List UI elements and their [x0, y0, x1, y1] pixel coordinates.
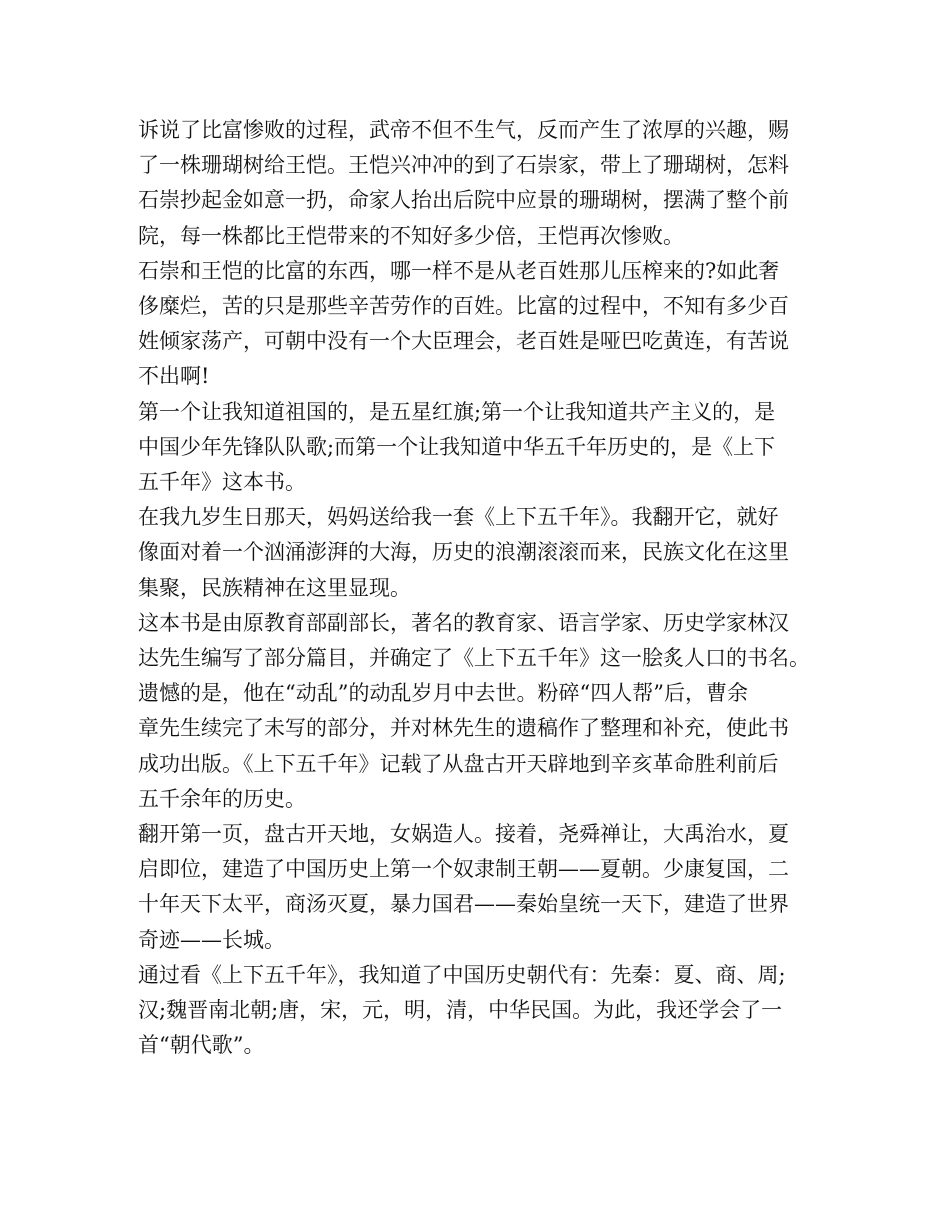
paragraph-5 [138, 606, 828, 817]
text-line: 遗憾的是，他在“动乱”的动乱岁月中去世。粉碎“四人帮”后，曹余 [138, 681, 748, 706]
text-line: 石崇和王恺的比富的东西，哪一样不是从老百姓那儿压榨来的?如此奢 [138, 258, 780, 283]
text-line: 通过看《上下五千年》，我知道了中国历史朝代有：先秦：夏、商、周; [138, 962, 786, 987]
text-line: 不出啊! [138, 364, 210, 389]
text-line: 成功出版。《上下五千年》记载了从盘古开天辟地到辛亥革命胜利前后 [138, 751, 779, 776]
text-line: 了一株珊瑚树给王恺。王恺兴冲冲的到了石崇家，带上了珊瑚树，怎料 [138, 153, 789, 178]
text-line: 侈糜烂，苦的只是那些辛苦劳作的百姓。比富的过程中，不知有多少百 [138, 294, 789, 319]
document-body [138, 113, 828, 1063]
text-line: 达先生编写了部分篇目，并确定了《上下五千年》这一脍炙人口的书名。 [138, 646, 810, 671]
text-line: 像面对着一个汹涌澎湃的大海，历史的浪潮滚滚而来，民族文化在这里 [138, 540, 789, 565]
text-line: 这本书是由原教育部副部长，著名的教育家、语言学家、历史学家林汉 [138, 610, 789, 635]
text-line: 姓倾家荡产，可朝中没有一个大臣理会，老百姓是哑巴吃黄连，有苦说 [138, 329, 789, 354]
text-line: 五千余年的历史。 [138, 786, 306, 811]
paragraph-2 [138, 254, 828, 395]
text-line: 诉说了比富惨败的过程，武帝不但不生气，反而产生了浓厚的兴趣，赐 [138, 118, 789, 142]
text-line: 第一个让我知道祖国的，是五星红旗;第一个让我知道共产主义的，是 [138, 399, 776, 424]
text-line: 首“朝代歌”。 [138, 1033, 265, 1058]
text-line: 章先生续完了未写的部分，并对林先生的遗稿作了整理和补充，使此书 [138, 716, 789, 741]
text-line: 汉;魏晋南北朝;唐，宋，元，明，清，中华民国。为此，我还学会了一 [138, 998, 783, 1023]
text-line: 在我九岁生日那天，妈妈送给我一套《上下五千年》。我翻开它，就好 [138, 505, 779, 530]
text-line: 十年天下太平，商汤灭夏，暴力国君——秦始皇统一天下，建造了世界 [138, 892, 789, 917]
paragraph-7 [138, 958, 828, 1064]
paragraph-1 [138, 113, 828, 254]
paragraph-6 [138, 817, 828, 958]
paragraph-3 [138, 395, 828, 501]
text-line: 中国少年先锋队队歌;而第一个让我知道中华五千年历史的，是《上下 [138, 434, 776, 459]
paragraph-4 [138, 500, 828, 606]
text-line: 院，每一株都比王恺带来的不知好多少倍，王恺再次惨败。 [138, 223, 684, 248]
text-line: 集聚，民族精神在这里显现。 [138, 575, 411, 600]
text-line: 石崇抄起金如意一扔，命家人抬出后院中应景的珊瑚树，摆满了整个前 [138, 188, 789, 213]
text-line: 启即位，建造了中国历史上第一个奴隶制王朝——夏朝。少康复国，二 [138, 857, 789, 882]
text-line: 奇迹——长城。 [138, 927, 285, 952]
text-line: 五千年》这本书。 [138, 470, 306, 495]
text-line: 翻开第一页，盘古开天地，女娲造人。接着，尧舜禅让，大禹治水，夏 [138, 822, 789, 847]
